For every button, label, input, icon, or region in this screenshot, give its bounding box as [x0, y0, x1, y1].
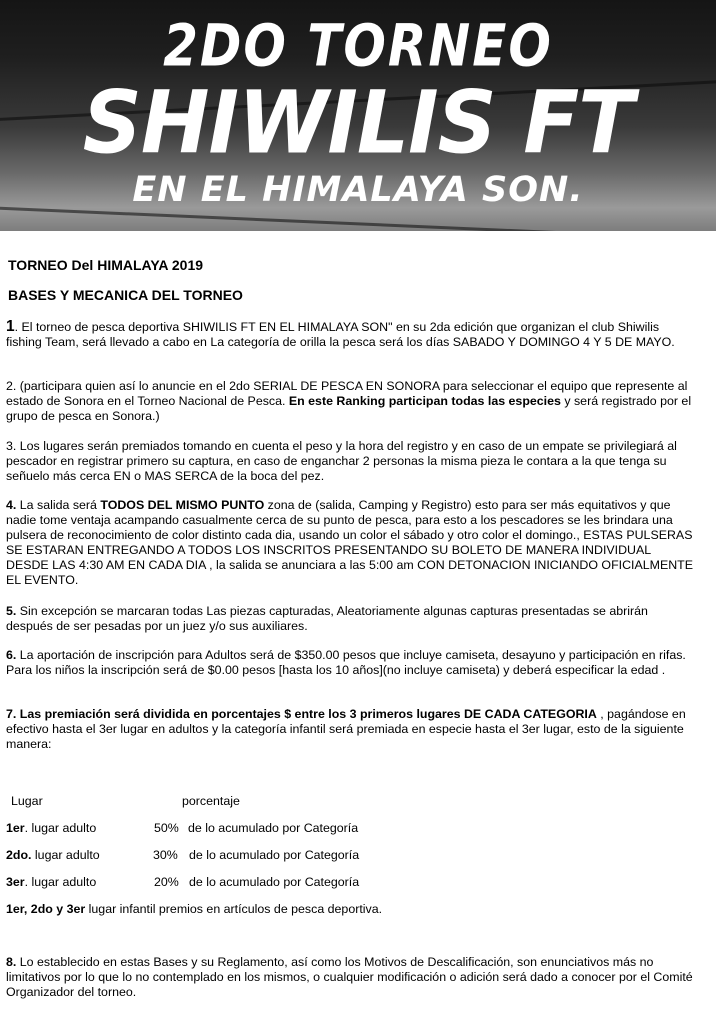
rule-number: 6. — [6, 648, 17, 662]
prize-place: 1er. lugar adulto — [6, 821, 97, 835]
column-header-percent: porcentaje — [182, 794, 240, 808]
rule-number: 1 — [6, 318, 15, 335]
rule-text: Lo establecido en estas Bases y su Reglamento, así como los Motivos de Descalificación, son enunciativos más no limitativos por lo que lo no contemplado en los mismos, o cualquier modificación o adición será dado a conocer por el Comité Organizador del torneo. — [6, 955, 693, 999]
rule-1 — [6, 319, 694, 350]
prize-percent: 20% — [154, 875, 179, 889]
banner-location: EN EL HIMALAYA SON. — [132, 170, 584, 210]
prize-row — [6, 875, 694, 890]
prize-table-header — [6, 794, 694, 809]
rule-5 — [6, 604, 694, 634]
prize-percent: 30% — [153, 848, 178, 862]
rule-7 — [6, 707, 694, 752]
kids-prize-text: lugar infantil premios en artículos de pesca deportiva. — [85, 902, 383, 916]
rule-number: 4. — [6, 498, 17, 512]
kids-places: 1er, 2do y 3er — [6, 902, 86, 916]
rule-number: 7 — [6, 707, 13, 721]
rule-6 — [6, 648, 694, 678]
rule-text: Sin excepción se marcaran todas Las piezas capturadas, Aleatoriamente algunas capturas presentadas se abrirán después de ser pesadas por un juez y/o sus auxiliares. — [6, 604, 648, 633]
rule-number: 5. — [6, 604, 17, 618]
page-title: TORNEO Del HIMALAYA 2019 — [8, 257, 204, 273]
rule-text: y será registrado por el grupo de pesca en Sonora.) — [6, 394, 692, 423]
prize-description: de lo acumulado por Categoría — [189, 875, 360, 889]
rule-text: zona de (salida, Camping y Registro) esto para ser más equitativos y que nadie tome ventaja acampando casualmente cerca de su punto de pesca, para esto a los pescadores se les brindara una pulsera de reconocimiento de color distinto cada dia, usando un color el sábado y otro color el domingo., ESTAS PULSERAS SE ESTARAN ENTREGANDO A TODOS LOS INSCRITOS PRESENTANDO SU BOLETO DE MANERA INDIVIDUAL DESDE LAS 4:30 AM EN CADA DIA , la salida se anunciara a las 5:00 am CON DETONACION INICIANDO OFICIALMENTE EL EVENTO. — [6, 498, 693, 587]
prize-row — [6, 848, 694, 863]
rule-emphasis: En este Ranking participan todas las especies — [288, 394, 561, 408]
prize-row — [6, 821, 694, 836]
column-header-place: Lugar — [11, 794, 43, 808]
rule-emphasis: . Las premiación será dividida en porcentajes $ entre los 3 primeros lugares DE CADA CATEGORIA — [12, 707, 597, 721]
banner-edition-title: 2DO TORNEO — [163, 12, 553, 80]
kids-prize-note — [6, 902, 694, 917]
rule-text: La aportación de inscripción para Adultos será de $350.00 pesos que incluye camiseta, desayuno y participación en rifas. Para los niños la inscripción será de $0.00 pesos [hasta los 10 años](no incluye camiseta) y deberá especificar la edad . — [6, 648, 686, 677]
rule-number: 8. — [6, 955, 17, 969]
rule-text: La salida será — [16, 498, 101, 512]
prize-percent: 50% — [154, 821, 179, 835]
rule-4 — [6, 498, 694, 588]
prize-place: 3er. lugar adulto — [6, 875, 97, 889]
rule-text: . El torneo de pesca deportiva SHIWILIS FT EN EL HIMALAYA SON" en su 2da edición que organizan el club Shiwilis fishing Team, será llevado a cabo en La categoría de orilla la pesca será los días SABADO Y DOMINGO 4 Y 5 DE MAYO. — [6, 320, 675, 349]
rule-emphasis: TODOS DEL MISMO PUNTO — [100, 498, 265, 512]
tournament-banner — [0, 0, 716, 231]
rule-text: 3. Los lugares serán premiados tomando en cuenta el peso y la hora del registro y en caso de un empate se privilegiará al pescador en registrar primero su captura, en caso de enganchar 2 personas la misma pieza le contara a la que tenga su señuelo más cerca EN o MAS SERCA de la boca del pez. — [6, 439, 677, 483]
prize-description: de lo acumulado por Categoría — [188, 821, 359, 835]
rule-text: , pagándose en efectivo hasta el 3er lugar en adultos y la categoría infantil será premiada en especie hasta el 3er lugar, esto de la siguiente manera: — [6, 707, 686, 751]
rule-3 — [6, 439, 694, 484]
rule-8 — [6, 955, 694, 1000]
section-heading: BASES Y MECANICA DEL TORNEO — [8, 287, 243, 303]
banner-team-name: SHIWILIS FT — [82, 73, 634, 174]
rule-2 — [6, 379, 694, 424]
prize-description: de lo acumulado por Categoría — [189, 848, 360, 862]
rule-text: 2. (participara quien así lo anuncie en el 2do SERIAL DE PESCA EN SONORA para seleccionar el equipo que represente al estado de Sonora en el Torneo Nacional de Pesca. — [6, 379, 688, 408]
prize-place: 2do. lugar adulto — [6, 848, 100, 862]
